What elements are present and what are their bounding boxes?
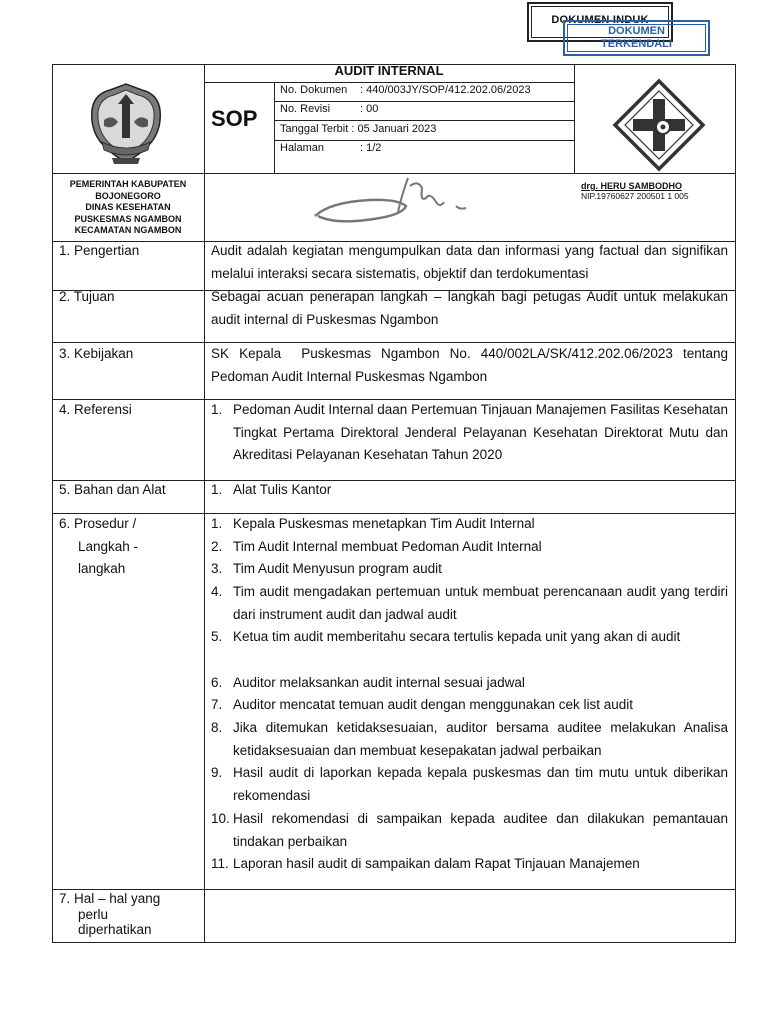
- prosedur-item-5: Ketua tim audit memberitahu secara tertulis kepada unit yang akan di audit: [233, 629, 681, 644]
- meta-label-dokumen: No. Dokumen: [280, 84, 348, 96]
- list-number: 1.: [211, 516, 223, 531]
- prosedur-item-4: Tim audit mengadakan pertemuan untuk membuat perencanaan audit yang terdiri dari instrument audit dan jadwal audit: [233, 584, 728, 622]
- org-line: BOJONEGORO: [95, 190, 161, 201]
- signature: [310, 172, 480, 232]
- hal-label-line: perlu: [78, 906, 109, 922]
- list-number: 3.: [211, 561, 223, 576]
- prosedur-item-11: Laporan hasil audit di sampaikan dalam Rapat Tinjauan Manajemen: [233, 856, 640, 871]
- bahan-item-1: Alat Tulis Kantor: [233, 482, 332, 497]
- list-number: 2.: [211, 539, 223, 554]
- prosedur-item-10: Hasil rekomendasi di sampaikan kepada auditee dan dilakukan pemantauan tindakan perbaikan: [233, 811, 728, 849]
- prosedur-item-9: Hasil audit di laporkan kepada kepala puskesmas dan tim mutu untuk diberikan rekomendasi: [233, 765, 728, 803]
- signer-nip: NIP.19760627 200501 1 005: [581, 191, 689, 201]
- list-number: 6.: [211, 675, 223, 690]
- list-number: 5.: [211, 629, 223, 644]
- prosedur-item-1: Kepala Puskesmas menetapkan Tim Audit Internal: [233, 516, 535, 531]
- list-number: 7.: [211, 697, 223, 712]
- organization-block: [53, 179, 203, 237]
- org-line: KECAMATAN NGAMBON: [74, 225, 182, 235]
- stamp-line-1: DOKUMEN: [608, 25, 665, 37]
- list-number: 1.: [211, 402, 223, 417]
- meta-label-halaman: Halaman: [280, 142, 325, 154]
- hal-label-line: diperhatikan: [78, 922, 152, 937]
- regency-crest-logo: [82, 80, 170, 168]
- list-number: 11.: [211, 856, 229, 871]
- prosedur-item-8: Jika ditemukan ketidaksesuaian, auditor bersama auditee melakukan Analisa ketidaksesuaian dan membuat kesepakatan jadwal perbaikan: [233, 720, 728, 758]
- prosedur-item-6: Auditor melaksankan audit internal sesuai jadwal: [233, 675, 525, 690]
- hal-label-line: 7. Hal – hal yang: [59, 891, 161, 906]
- section-text-kebijakan: SK Kepala Puskesmas Ngambon No. 440/002LA/SK/412.202.06/2023 tentang Pedoman Audit Internal Puskesmas Ngambon: [211, 346, 732, 384]
- sop-label: SOP: [211, 106, 258, 131]
- section-label-referensi: 4. Referensi: [59, 402, 132, 417]
- stamp-line-2: TERKENDALI: [601, 38, 672, 50]
- list-number: 4.: [211, 584, 223, 599]
- dokumen-terkendali-stamp: [563, 20, 710, 56]
- prosedur-label-line: Langkah -: [78, 538, 139, 554]
- org-line: DINAS KESEHATAN: [85, 202, 171, 212]
- list-number: 9.: [211, 765, 223, 780]
- meta-row-halaman: [280, 137, 381, 160]
- meta-value-dokumen: : 440/003JY/SOP/412.202.06/2023: [360, 84, 531, 96]
- puskesmas-logo: [611, 77, 707, 173]
- section-label-hal: [59, 891, 160, 938]
- section-label-tujuan: 2. Tujuan: [59, 289, 115, 304]
- meta-value-revisi: : 00: [360, 103, 379, 115]
- section-label-kebijakan: 3. Kebijakan: [59, 346, 134, 361]
- document-title: AUDIT INTERNAL: [334, 63, 444, 78]
- referensi-item-1: Pedoman Audit Internal daan Pertemuan Tinjauan Manajemen Fasilitas Kesehatan Tingkat Pertama Direktoral Jenderal Pelayanan Kesehatan Direktorat Mutu dan Akreditasi Pelayanan Kesehatan Tahun 2020: [233, 402, 728, 462]
- meta-label-revisi: No. Revisi: [280, 103, 331, 115]
- section-label-bahan: 5. Bahan dan Alat: [59, 482, 166, 497]
- org-line: PEMERINTAH KABUPATEN: [69, 179, 187, 189]
- list-number: 10.: [211, 811, 230, 826]
- prosedur-label-line: langkah: [78, 561, 126, 576]
- list-number: 1.: [211, 482, 223, 497]
- list-number: 8.: [211, 720, 223, 735]
- prosedur-item-3: Tim Audit Menyusun program audit: [233, 561, 442, 576]
- meta-value-halaman: : 1/2: [360, 142, 382, 154]
- prosedur-item-7: Auditor mencatat temuan audit dengan menggunakan cek list audit: [233, 697, 634, 712]
- section-text-pengertian: Audit adalah kegiatan mengumpulkan data dan informasi yang factual dan signifikan melalui interaksi secara sistematis, objektif dan terdokumentasi: [211, 243, 728, 281]
- org-line: PUSKESMAS NGAMBON: [74, 213, 182, 224]
- meta-label-tanggal: Tanggal Terbit: [280, 123, 349, 135]
- prosedur-label-line: 6. Prosedur /: [59, 516, 137, 531]
- section-label-prosedur: [59, 513, 138, 581]
- dokumen-induk-text: DOKUMEN INDUK: [551, 14, 649, 26]
- meta-value-tanggal: : 05 Januari 2023: [351, 123, 437, 135]
- section-text-tujuan: Sebagai acuan penerapan langkah – langkah bagi petugas Audit untuk melakukan audit internal di Puskesmas Ngambon: [211, 289, 728, 327]
- signer-block: [581, 181, 689, 201]
- prosedur-item-2: Tim Audit Internal membuat Pedoman Audit Internal: [233, 539, 542, 554]
- signer-name: drg. HERU SAMBODHO: [581, 181, 682, 191]
- section-label-pengertian: 1. Pengertian: [59, 243, 140, 258]
